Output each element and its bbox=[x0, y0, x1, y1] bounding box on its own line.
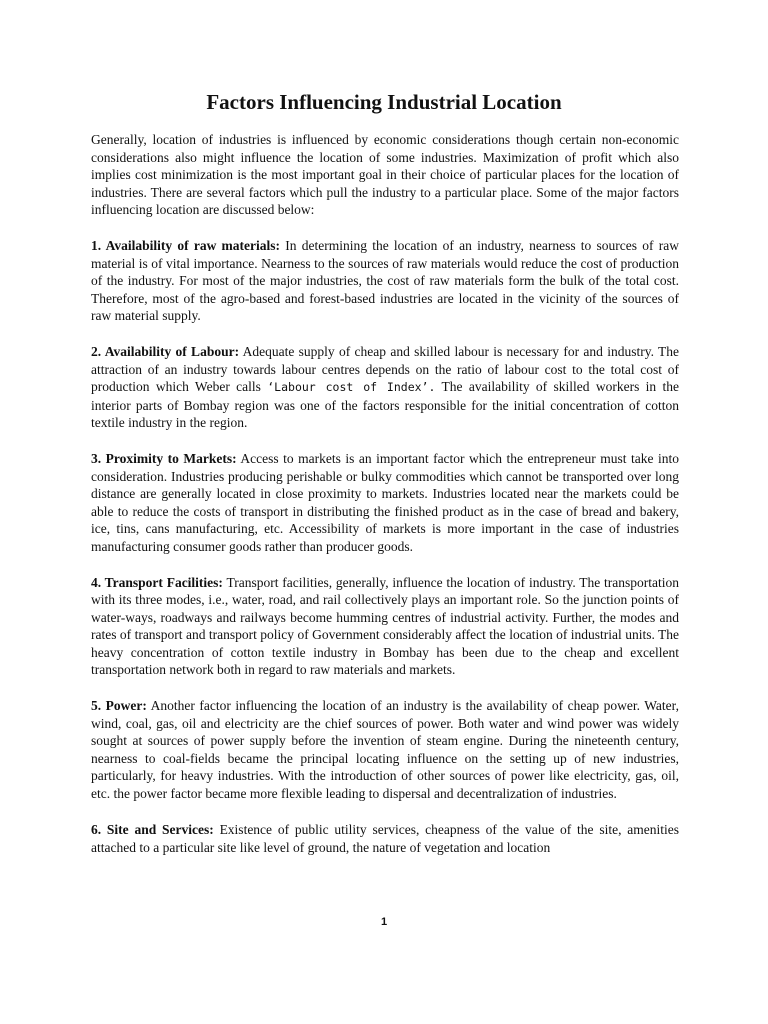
section-text: Access to markets is an important factor which the entrepreneur must take into consideration. Industries producing perishable or bulky commodities which cannot be transported over long distance are generally located in close proximity to markets. Industries located near the markets could be able to reduce the costs of transport in distributing the finished product as in the case of bread and bakery, ice, tins, cans manufacturing, etc. Accessibility of markets is more important in the case of industries manufacturing consumer goods rather than producer goods. bbox=[91, 451, 679, 554]
section-text: Existence of public utility services, cheapness of the value of the site, amenities attached to a particular site like level of ground, the nature of vegetation and location bbox=[91, 822, 679, 855]
section-text: Transport facilities, generally, influence the location of industry. The transportation with its three modes, i.e., water, road, and rail collectively plays an important role. So the junction points of water-ways, roadways and railways become humming centres of industrial activity. Further, the modes and rates of transport and transport policy of Government considerably affect the location of industrial units. The heavy concentration of cotton textile industry in Bombay has been due to the cheap and excellent transportation network both in regard to raw materials and markets. bbox=[91, 574, 679, 678]
section-heading: 4. Transport Facilities: bbox=[91, 574, 223, 590]
section-power bbox=[91, 697, 679, 802]
section-labour bbox=[91, 343, 679, 432]
section-text: In determining the location of an industry, nearness to sources of raw material is of vital importance. Nearness to the sources of raw materials would reduce the cost of production of the industry. For most of the major industries, the cost of raw materials form the bulk of the total cost. Therefore, most of the agro-based and forest-based industries are located in the vicinity of the sources of raw material supply. bbox=[91, 238, 679, 324]
section-markets bbox=[91, 450, 679, 555]
page-title: Factors Influencing Industrial Location bbox=[206, 90, 562, 114]
section-heading: 6. Site and Services: bbox=[91, 822, 214, 838]
section-text: Another factor influencing the location of an industry is the availability of cheap power. Water, wind, coal, gas, oil and electricity are the chief sources of power. Both water and wind power was widely sought at sources of power supply before the invention of steam engine. During the nineteenth century, nearness to coal-fields became the principal locating influence on the setting up of new industries, particularly, for heavy industries. With the introduction of other sources of power like electricity, gas, oil, etc. the power factor became more flexible leading to dispersal and decentralization of industries. bbox=[91, 698, 680, 801]
section-heading: 5. Power: bbox=[91, 698, 147, 714]
section-text: Adequate supply of cheap and skilled labour is necessary for and industry. The attraction of an industry towards labour centres depends on the ratio of labour cost to the total cost of production which Weber calls bbox=[91, 344, 680, 395]
document-body bbox=[91, 131, 679, 875]
section-heading: 2. Availability of Labour: bbox=[91, 344, 240, 360]
section-transport bbox=[91, 574, 679, 679]
section-text: The availability of skilled workers in the interior parts of Bombay region was one of the factors responsible for the initial concentration of cotton textile industry in the region. bbox=[91, 379, 680, 431]
section-heading: 3. Proximity to Markets: bbox=[91, 451, 237, 467]
intro-paragraph: Generally, location of industries is influenced by economic considerations though certain non-economic considerations also might influence the location of some industries. Maximization of profit which also implies cost minimization is the most important goal in their choice of particular places for the location of industries. There are several factors which pull the industry to a particular place. Some of the major factors influencing location are discussed below: bbox=[91, 132, 679, 217]
section-raw-materials bbox=[91, 237, 679, 325]
section-quote: ‘Labour cost of Index’. bbox=[267, 380, 436, 395]
section-site-services bbox=[91, 821, 679, 856]
section-heading: 1. Availability of raw materials: bbox=[91, 238, 281, 254]
page-number: 1 bbox=[380, 916, 388, 928]
